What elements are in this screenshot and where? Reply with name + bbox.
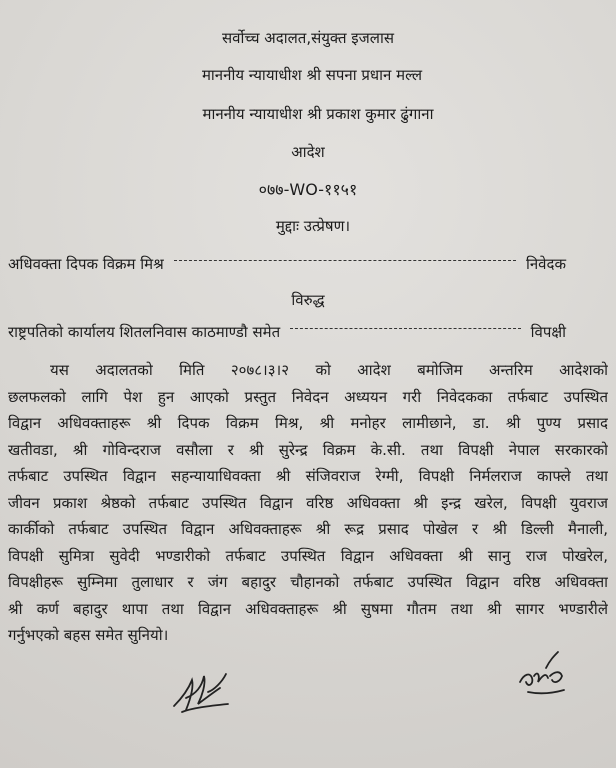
- body-line: विपक्षी सुमित्रा सुवेदी भण्डारीको तर्फबाट उपस्थित विद्वान अधिवक्ता श्री सानु राज पोखरेल,: [8, 546, 608, 565]
- body-line: छलफलको लागि पेश हुन आएको प्रस्तुत निवेदन अध्ययन गरी निवेदकका तर्फबाट उपस्थित: [8, 387, 608, 406]
- case-subject: मुद्दाः उत्प्रेषण।: [275, 217, 351, 235]
- petitioner-row: [8, 254, 608, 274]
- signature-right: [514, 646, 570, 702]
- dotted-leader: [174, 260, 516, 261]
- respondent-role: विपक्षी: [530, 323, 566, 341]
- dotted-leader: [290, 328, 520, 329]
- body-line: कार्कीको तर्फबाट उपस्थित विद्वान अधिवक्ताहरू श्री रूद्र प्रसाद पोखेल र श्री डिल्ली मैनाली,: [8, 520, 608, 538]
- body-line: विद्वान अधिवक्ताहरू श्री दिपक विक्रम मिश्र, श्री मनोहर लामीछाने, डा. श्री पुण्य प्रसाद: [8, 414, 608, 432]
- signature-left: [168, 668, 238, 718]
- petitioner-name: अधिवक्ता दिपक विक्रम मिश्र: [8, 255, 164, 273]
- justice-1: माननीय न्यायाधीश श्री सपना प्रधान मल्ल: [201, 66, 423, 84]
- body-line: श्री कर्ण बहादुर थापा तथा विद्वान अधिवक्ताहरू श्री सुषमा गौतम तथा श्री सागर भण्डारीले: [8, 599, 608, 618]
- versus-label: विरुद्ध: [291, 291, 325, 309]
- justice-2: माननीय न्यायाधीश श्री प्रकाश कुमार ढुंगाना: [202, 105, 434, 123]
- order-title: आदेश: [291, 143, 325, 161]
- case-number: ०७७-WO-११५१: [258, 180, 358, 199]
- court-name: सर्वोच्च अदालत,संयुक्त इजलास: [221, 29, 394, 47]
- respondent-row: [8, 322, 608, 342]
- body-line: गर्नुभएको बहस समेत सुनियो।: [8, 626, 169, 644]
- body-line: विपक्षीहरू सुम्निमा तुलाधार र जंग बहादुर चौहानको तर्फबाट उपस्थित विद्वान वरिष्ठ अधिवक्ता: [8, 573, 608, 591]
- body-line: जीवन प्रकाश श्रेष्ठको तर्फबाट उपस्थित विद्वान वरिष्ठ अधिवक्ता श्री इन्द्र खरेल, विपक्षी युवराज: [8, 493, 608, 512]
- respondent-name: राष्ट्रपतिको कार्यालय शितलनिवास काठमाण्डौ समेत: [8, 323, 281, 341]
- body-line: तर्फबाट उपस्थित विद्वान सहन्यायाधिवक्ता श्री संजिवराज रेग्मी, विपक्षी निर्मलराज काफ्ले तथा: [8, 467, 608, 485]
- petitioner-role: निवेदक: [525, 255, 566, 273]
- body-line: यस अदालतको मिति २०७८।३।२ को आदेश बमोजिम अन्तरिम आदेशको: [50, 361, 608, 379]
- body-line: खतीवडा, श्री गोविन्दराज वसौला र श्री सुरेन्द्र विक्रम के.सी. तथा विपक्षी नेपाल सरकारको: [8, 440, 608, 459]
- order-body-paragraph: [8, 357, 608, 649]
